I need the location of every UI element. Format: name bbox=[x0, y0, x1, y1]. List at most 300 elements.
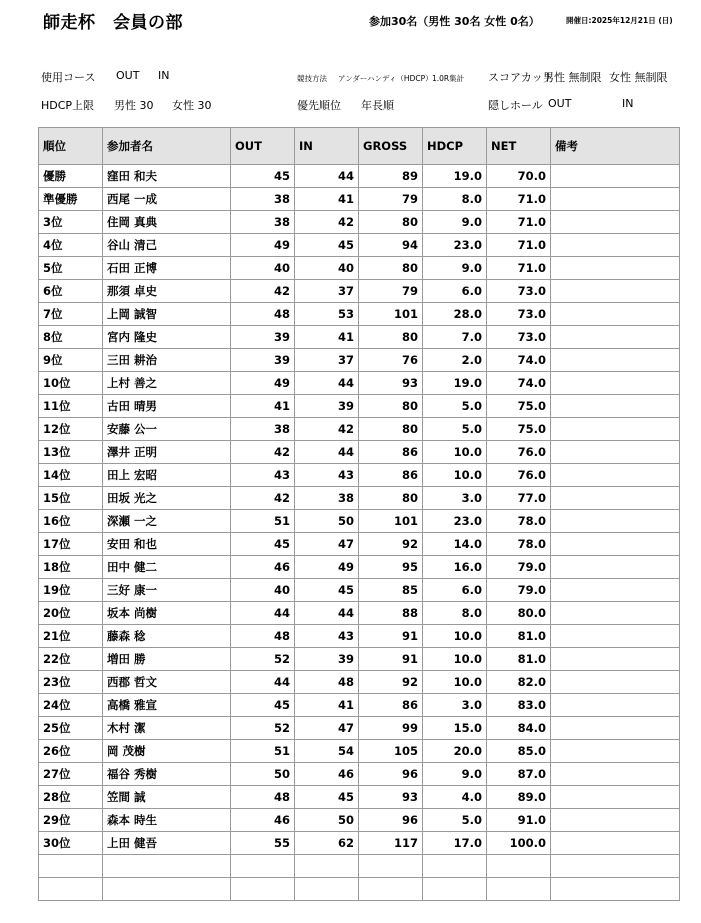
cell-in: 47 bbox=[295, 717, 359, 740]
course-label: 使用コース bbox=[41, 71, 96, 84]
cell-out: 39 bbox=[231, 349, 295, 372]
cell-name: 上村 善之 bbox=[103, 372, 231, 395]
cell-remarks bbox=[551, 487, 680, 510]
cell-remarks bbox=[551, 694, 680, 717]
cell-remarks bbox=[551, 809, 680, 832]
cell-gross: 88 bbox=[359, 602, 423, 625]
cell-out: 44 bbox=[231, 671, 295, 694]
cell-gross: 93 bbox=[359, 786, 423, 809]
cell-rank: 12位 bbox=[39, 418, 103, 441]
cell-name: 三好 康一 bbox=[103, 579, 231, 602]
header-net: NET bbox=[487, 128, 551, 165]
table-row bbox=[39, 188, 680, 211]
cell-out: 51 bbox=[231, 740, 295, 763]
cell-name: 田中 健二 bbox=[103, 556, 231, 579]
cell-gross: 86 bbox=[359, 464, 423, 487]
cell-hdcp: 19.0 bbox=[423, 372, 487, 395]
cell-name: 古田 晴男 bbox=[103, 395, 231, 418]
cell-name: 田上 宏昭 bbox=[103, 464, 231, 487]
cell-remarks bbox=[551, 211, 680, 234]
empty-cell bbox=[231, 855, 295, 878]
cell-in: 53 bbox=[295, 303, 359, 326]
cell-name: 深瀬 一之 bbox=[103, 510, 231, 533]
cell-rank: 30位 bbox=[39, 832, 103, 855]
cell-in: 42 bbox=[295, 211, 359, 234]
cell-in: 49 bbox=[295, 556, 359, 579]
header-in: IN bbox=[295, 128, 359, 165]
cell-gross: 80 bbox=[359, 487, 423, 510]
cell-out: 52 bbox=[231, 717, 295, 740]
cell-gross: 91 bbox=[359, 648, 423, 671]
cell-hdcp: 2.0 bbox=[423, 349, 487, 372]
cell-gross: 92 bbox=[359, 671, 423, 694]
cell-hdcp: 10.0 bbox=[423, 671, 487, 694]
cell-net: 73.0 bbox=[487, 326, 551, 349]
cell-name: 上田 健吾 bbox=[103, 832, 231, 855]
cell-rank: 27位 bbox=[39, 763, 103, 786]
cell-hdcp: 3.0 bbox=[423, 487, 487, 510]
empty-cell bbox=[295, 878, 359, 901]
cell-net: 83.0 bbox=[487, 694, 551, 717]
scorecut-male: 男性 無制限 bbox=[543, 71, 602, 84]
cell-rank: 20位 bbox=[39, 602, 103, 625]
table-row bbox=[39, 372, 680, 395]
table-row bbox=[39, 303, 680, 326]
table-row bbox=[39, 257, 680, 280]
cell-rank: 7位 bbox=[39, 303, 103, 326]
cell-gross: 89 bbox=[359, 165, 423, 188]
cell-name: 高橋 雅宣 bbox=[103, 694, 231, 717]
cell-rank: 13位 bbox=[39, 441, 103, 464]
cell-remarks bbox=[551, 625, 680, 648]
table-row bbox=[39, 326, 680, 349]
cell-net: 75.0 bbox=[487, 418, 551, 441]
cell-net: 87.0 bbox=[487, 763, 551, 786]
table-row bbox=[39, 832, 680, 855]
table-row-empty bbox=[39, 878, 680, 901]
cell-net: 75.0 bbox=[487, 395, 551, 418]
table-row bbox=[39, 280, 680, 303]
table-row bbox=[39, 648, 680, 671]
cell-hdcp: 20.0 bbox=[423, 740, 487, 763]
table-row bbox=[39, 349, 680, 372]
header-name: 参加者名 bbox=[103, 128, 231, 165]
cell-gross: 95 bbox=[359, 556, 423, 579]
cell-remarks bbox=[551, 763, 680, 786]
cell-remarks bbox=[551, 579, 680, 602]
cell-out: 42 bbox=[231, 280, 295, 303]
cell-remarks bbox=[551, 602, 680, 625]
cell-in: 41 bbox=[295, 694, 359, 717]
cell-remarks bbox=[551, 349, 680, 372]
table-row bbox=[39, 786, 680, 809]
empty-cell bbox=[103, 855, 231, 878]
table-row bbox=[39, 234, 680, 257]
cell-gross: 93 bbox=[359, 372, 423, 395]
cell-rank: 3位 bbox=[39, 211, 103, 234]
empty-cell bbox=[39, 855, 103, 878]
empty-cell bbox=[359, 878, 423, 901]
cell-net: 81.0 bbox=[487, 648, 551, 671]
cell-remarks bbox=[551, 510, 680, 533]
cell-hdcp: 23.0 bbox=[423, 510, 487, 533]
cell-remarks bbox=[551, 441, 680, 464]
cell-in: 40 bbox=[295, 257, 359, 280]
cell-net: 70.0 bbox=[487, 165, 551, 188]
cell-net: 71.0 bbox=[487, 211, 551, 234]
empty-cell bbox=[103, 878, 231, 901]
cell-net: 78.0 bbox=[487, 533, 551, 556]
cell-rank: 28位 bbox=[39, 786, 103, 809]
cell-gross: 91 bbox=[359, 625, 423, 648]
hidden-hole-label: 隠しホール bbox=[488, 99, 543, 112]
cell-rank: 19位 bbox=[39, 579, 103, 602]
cell-gross: 80 bbox=[359, 395, 423, 418]
cell-remarks bbox=[551, 418, 680, 441]
cell-net: 71.0 bbox=[487, 257, 551, 280]
table-row bbox=[39, 211, 680, 234]
cell-out: 38 bbox=[231, 188, 295, 211]
cell-out: 45 bbox=[231, 694, 295, 717]
cell-hdcp: 3.0 bbox=[423, 694, 487, 717]
hdcp-female: 女性 30 bbox=[172, 99, 212, 112]
cell-gross: 96 bbox=[359, 809, 423, 832]
hdcp-label: HDCP上限 bbox=[41, 99, 95, 112]
table-row bbox=[39, 671, 680, 694]
empty-cell bbox=[551, 855, 680, 878]
cell-net: 100.0 bbox=[487, 832, 551, 855]
cell-in: 43 bbox=[295, 464, 359, 487]
cell-name: 増田 勝 bbox=[103, 648, 231, 671]
cell-remarks bbox=[551, 832, 680, 855]
cell-gross: 80 bbox=[359, 326, 423, 349]
cell-net: 89.0 bbox=[487, 786, 551, 809]
cell-net: 76.0 bbox=[487, 441, 551, 464]
table-row bbox=[39, 395, 680, 418]
table-row bbox=[39, 625, 680, 648]
cell-rank: 11位 bbox=[39, 395, 103, 418]
cell-name: 木村 潔 bbox=[103, 717, 231, 740]
table-row bbox=[39, 510, 680, 533]
header-remarks: 備考 bbox=[551, 128, 680, 165]
cell-in: 38 bbox=[295, 487, 359, 510]
cell-hdcp: 23.0 bbox=[423, 234, 487, 257]
method-value: アンダーハンディ（HDCP） bbox=[338, 74, 433, 83]
cell-in: 62 bbox=[295, 832, 359, 855]
cell-rank: 21位 bbox=[39, 625, 103, 648]
empty-cell bbox=[231, 878, 295, 901]
cell-out: 48 bbox=[231, 625, 295, 648]
cell-remarks bbox=[551, 671, 680, 694]
cell-name: 谷山 清己 bbox=[103, 234, 231, 257]
cell-rank: 優勝 bbox=[39, 165, 103, 188]
cell-rank: 9位 bbox=[39, 349, 103, 372]
method-label: 競技方法 bbox=[297, 74, 327, 83]
cell-out: 40 bbox=[231, 579, 295, 602]
cell-gross: 80 bbox=[359, 418, 423, 441]
cell-out: 52 bbox=[231, 648, 295, 671]
cell-in: 41 bbox=[295, 188, 359, 211]
cell-net: 71.0 bbox=[487, 234, 551, 257]
cell-in: 41 bbox=[295, 326, 359, 349]
cell-gross: 80 bbox=[359, 257, 423, 280]
cell-hdcp: 6.0 bbox=[423, 579, 487, 602]
cell-hdcp: 10.0 bbox=[423, 441, 487, 464]
cell-remarks bbox=[551, 556, 680, 579]
cell-hdcp: 7.0 bbox=[423, 326, 487, 349]
scorecut-female: 女性 無制限 bbox=[609, 71, 668, 84]
cell-name: 窪田 和夫 bbox=[103, 165, 231, 188]
cell-net: 84.0 bbox=[487, 717, 551, 740]
cell-in: 44 bbox=[295, 165, 359, 188]
table-row bbox=[39, 418, 680, 441]
cell-hdcp: 5.0 bbox=[423, 395, 487, 418]
cell-rank: 29位 bbox=[39, 809, 103, 832]
table-row bbox=[39, 487, 680, 510]
cell-name: 宮内 隆史 bbox=[103, 326, 231, 349]
cell-remarks bbox=[551, 717, 680, 740]
header-hdcp: HDCP bbox=[423, 128, 487, 165]
cell-gross: 99 bbox=[359, 717, 423, 740]
cell-remarks bbox=[551, 188, 680, 211]
cell-hdcp: 8.0 bbox=[423, 602, 487, 625]
cell-rank: 14位 bbox=[39, 464, 103, 487]
table-row bbox=[39, 602, 680, 625]
empty-cell bbox=[39, 878, 103, 901]
scorecut-label: スコアカット bbox=[488, 71, 554, 84]
empty-cell bbox=[423, 855, 487, 878]
cell-name: 福谷 秀樹 bbox=[103, 763, 231, 786]
priority-value: 年長順 bbox=[361, 99, 394, 112]
cell-in: 37 bbox=[295, 349, 359, 372]
course-in: IN bbox=[158, 69, 170, 82]
cell-out: 48 bbox=[231, 786, 295, 809]
cell-rank: 25位 bbox=[39, 717, 103, 740]
cell-out: 51 bbox=[231, 510, 295, 533]
table-row bbox=[39, 717, 680, 740]
cell-in: 54 bbox=[295, 740, 359, 763]
empty-cell bbox=[487, 878, 551, 901]
cell-name: 藤森 稔 bbox=[103, 625, 231, 648]
cell-rank: 15位 bbox=[39, 487, 103, 510]
cell-hdcp: 28.0 bbox=[423, 303, 487, 326]
cell-out: 39 bbox=[231, 326, 295, 349]
cell-net: 79.0 bbox=[487, 579, 551, 602]
cell-hdcp: 15.0 bbox=[423, 717, 487, 740]
cell-hdcp: 10.0 bbox=[423, 625, 487, 648]
cell-remarks bbox=[551, 464, 680, 487]
cell-net: 74.0 bbox=[487, 372, 551, 395]
cell-net: 77.0 bbox=[487, 487, 551, 510]
cell-in: 37 bbox=[295, 280, 359, 303]
cell-hdcp: 10.0 bbox=[423, 648, 487, 671]
cell-out: 38 bbox=[231, 211, 295, 234]
cell-gross: 76 bbox=[359, 349, 423, 372]
table-row bbox=[39, 579, 680, 602]
cell-gross: 79 bbox=[359, 280, 423, 303]
table-row bbox=[39, 441, 680, 464]
hidden-hole-in: IN bbox=[622, 97, 634, 110]
cell-remarks bbox=[551, 648, 680, 671]
table-row bbox=[39, 763, 680, 786]
cell-gross: 94 bbox=[359, 234, 423, 257]
table-row-empty bbox=[39, 855, 680, 878]
cell-gross: 85 bbox=[359, 579, 423, 602]
cell-remarks bbox=[551, 280, 680, 303]
cell-in: 45 bbox=[295, 234, 359, 257]
cell-rank: 6位 bbox=[39, 280, 103, 303]
cell-name: 森本 時生 bbox=[103, 809, 231, 832]
cell-name: 坂本 尚樹 bbox=[103, 602, 231, 625]
cell-net: 71.0 bbox=[487, 188, 551, 211]
cell-name: 住岡 真典 bbox=[103, 211, 231, 234]
cell-in: 42 bbox=[295, 418, 359, 441]
cell-in: 47 bbox=[295, 533, 359, 556]
cell-out: 50 bbox=[231, 763, 295, 786]
cell-in: 45 bbox=[295, 786, 359, 809]
cell-remarks bbox=[551, 257, 680, 280]
cell-net: 78.0 bbox=[487, 510, 551, 533]
table-row bbox=[39, 740, 680, 763]
empty-cell bbox=[423, 878, 487, 901]
cell-in: 44 bbox=[295, 602, 359, 625]
cell-out: 44 bbox=[231, 602, 295, 625]
cell-hdcp: 8.0 bbox=[423, 188, 487, 211]
cell-remarks bbox=[551, 740, 680, 763]
cell-rank: 8位 bbox=[39, 326, 103, 349]
cell-net: 73.0 bbox=[487, 303, 551, 326]
table-row bbox=[39, 464, 680, 487]
cell-in: 44 bbox=[295, 441, 359, 464]
cell-net: 76.0 bbox=[487, 464, 551, 487]
cell-out: 49 bbox=[231, 234, 295, 257]
table-row bbox=[39, 809, 680, 832]
cell-hdcp: 16.0 bbox=[423, 556, 487, 579]
cell-name: 上岡 誠智 bbox=[103, 303, 231, 326]
event-date: 開催日:2025年12月21日 (日) bbox=[566, 16, 673, 25]
cell-out: 42 bbox=[231, 487, 295, 510]
cell-net: 82.0 bbox=[487, 671, 551, 694]
cell-hdcp: 9.0 bbox=[423, 257, 487, 280]
cell-hdcp: 17.0 bbox=[423, 832, 487, 855]
cell-hdcp: 10.0 bbox=[423, 464, 487, 487]
cell-in: 46 bbox=[295, 763, 359, 786]
cell-out: 48 bbox=[231, 303, 295, 326]
cell-hdcp: 9.0 bbox=[423, 763, 487, 786]
cell-remarks bbox=[551, 395, 680, 418]
cell-name: 岡 茂樹 bbox=[103, 740, 231, 763]
cell-gross: 101 bbox=[359, 303, 423, 326]
cell-hdcp: 5.0 bbox=[423, 809, 487, 832]
table-row bbox=[39, 165, 680, 188]
header-gross: GROSS bbox=[359, 128, 423, 165]
cell-out: 49 bbox=[231, 372, 295, 395]
cell-name: 石田 正博 bbox=[103, 257, 231, 280]
cell-gross: 86 bbox=[359, 441, 423, 464]
cell-out: 42 bbox=[231, 441, 295, 464]
cell-remarks bbox=[551, 234, 680, 257]
cell-name: 笠間 誠 bbox=[103, 786, 231, 809]
cell-gross: 86 bbox=[359, 694, 423, 717]
cell-rank: 5位 bbox=[39, 257, 103, 280]
page-title: 師走杯 会員の部 bbox=[43, 13, 183, 33]
cell-hdcp: 19.0 bbox=[423, 165, 487, 188]
cell-name: 三田 耕治 bbox=[103, 349, 231, 372]
cell-name: 西尾 一成 bbox=[103, 188, 231, 211]
empty-cell bbox=[359, 855, 423, 878]
priority-label: 優先順位 bbox=[297, 99, 341, 112]
cell-in: 48 bbox=[295, 671, 359, 694]
cell-hdcp: 14.0 bbox=[423, 533, 487, 556]
cell-name: 西郡 哲文 bbox=[103, 671, 231, 694]
method-rate: 1.0R集計 bbox=[432, 74, 465, 83]
cell-name: 澤井 正明 bbox=[103, 441, 231, 464]
cell-rank: 24位 bbox=[39, 694, 103, 717]
cell-hdcp: 4.0 bbox=[423, 786, 487, 809]
cell-out: 46 bbox=[231, 809, 295, 832]
empty-cell bbox=[295, 855, 359, 878]
cell-out: 38 bbox=[231, 418, 295, 441]
table-row bbox=[39, 533, 680, 556]
empty-cell bbox=[551, 878, 680, 901]
cell-in: 43 bbox=[295, 625, 359, 648]
cell-out: 43 bbox=[231, 464, 295, 487]
cell-name: 田坂 光之 bbox=[103, 487, 231, 510]
cell-gross: 105 bbox=[359, 740, 423, 763]
cell-net: 81.0 bbox=[487, 625, 551, 648]
cell-hdcp: 5.0 bbox=[423, 418, 487, 441]
header-rank: 順位 bbox=[39, 128, 103, 165]
cell-rank: 16位 bbox=[39, 510, 103, 533]
cell-in: 44 bbox=[295, 372, 359, 395]
cell-out: 45 bbox=[231, 533, 295, 556]
cell-in: 39 bbox=[295, 395, 359, 418]
cell-gross: 80 bbox=[359, 211, 423, 234]
cell-rank: 17位 bbox=[39, 533, 103, 556]
cell-out: 41 bbox=[231, 395, 295, 418]
cell-gross: 96 bbox=[359, 763, 423, 786]
cell-gross: 79 bbox=[359, 188, 423, 211]
cell-remarks bbox=[551, 326, 680, 349]
table-row bbox=[39, 694, 680, 717]
cell-rank: 4位 bbox=[39, 234, 103, 257]
cell-out: 40 bbox=[231, 257, 295, 280]
cell-rank: 22位 bbox=[39, 648, 103, 671]
cell-name: 那須 卓史 bbox=[103, 280, 231, 303]
cell-gross: 117 bbox=[359, 832, 423, 855]
cell-rank: 18位 bbox=[39, 556, 103, 579]
cell-in: 50 bbox=[295, 510, 359, 533]
cell-name: 安田 和也 bbox=[103, 533, 231, 556]
cell-in: 50 bbox=[295, 809, 359, 832]
course-out: OUT bbox=[116, 69, 140, 82]
cell-out: 46 bbox=[231, 556, 295, 579]
cell-remarks bbox=[551, 165, 680, 188]
cell-net: 85.0 bbox=[487, 740, 551, 763]
cell-name: 安藤 公一 bbox=[103, 418, 231, 441]
cell-out: 45 bbox=[231, 165, 295, 188]
cell-remarks bbox=[551, 786, 680, 809]
table-body bbox=[39, 165, 680, 901]
cell-net: 73.0 bbox=[487, 280, 551, 303]
cell-remarks bbox=[551, 533, 680, 556]
cell-rank: 23位 bbox=[39, 671, 103, 694]
cell-net: 80.0 bbox=[487, 602, 551, 625]
cell-out: 55 bbox=[231, 832, 295, 855]
cell-in: 39 bbox=[295, 648, 359, 671]
hdcp-male: 男性 30 bbox=[114, 99, 154, 112]
cell-hdcp: 6.0 bbox=[423, 280, 487, 303]
